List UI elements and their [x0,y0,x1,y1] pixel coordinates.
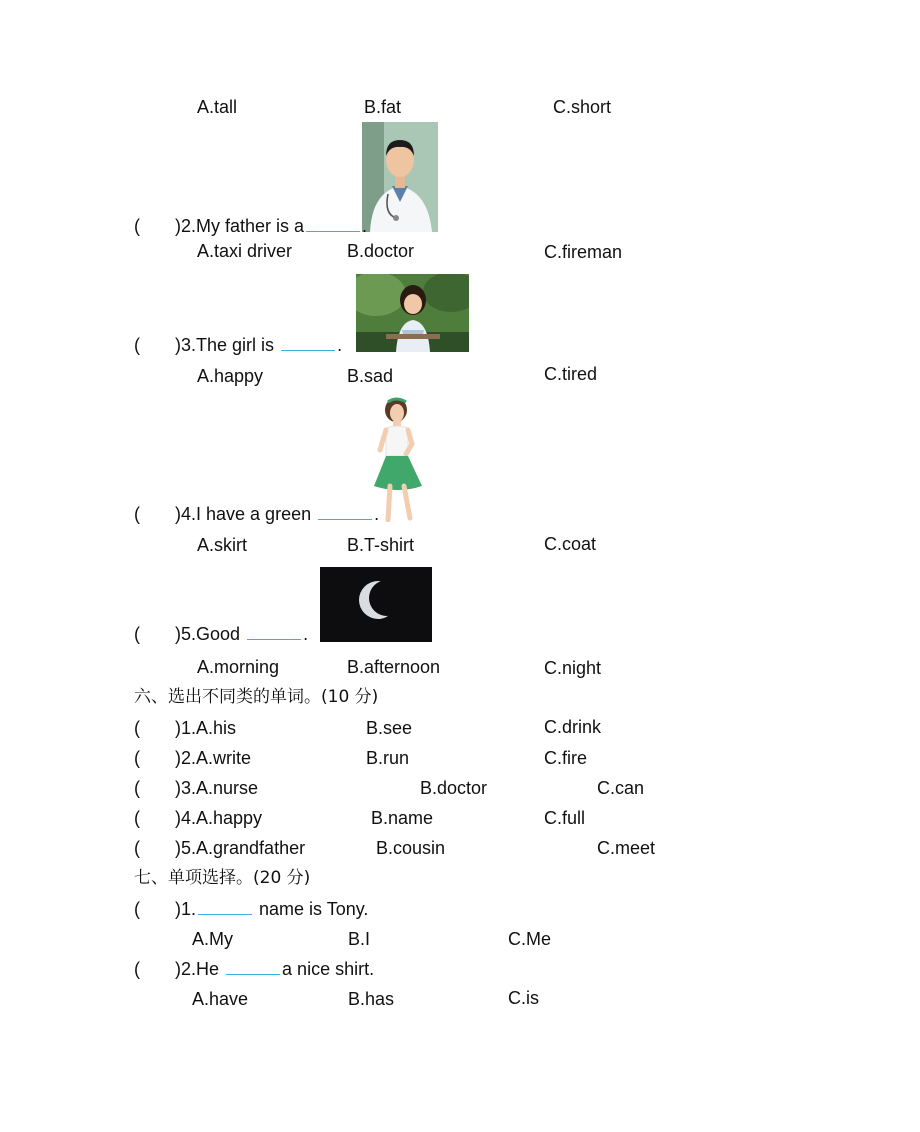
q5-answer-blank[interactable] [247,625,301,640]
q5-paren-open: ( [134,624,140,644]
q1-option-c: C.short [553,97,612,117]
moon-icon [320,567,432,642]
q3-stem [175,334,342,356]
s6-row1-c: C.drink [544,717,602,737]
s7-q2-paren: ( [134,959,140,979]
q4-stem-before: 4.I have a green [181,504,312,524]
s7-q2-option-c: C.is [508,988,539,1008]
s7-q2-option-a: A.have [192,989,249,1009]
q4-paren-open: ( [134,504,140,524]
s6-row3-b: B.doctor [420,778,488,798]
q3-option-c: C.tired [544,364,598,384]
s6-row5-b: B.cousin [376,838,446,858]
q2-option-c: C.fireman [544,242,623,262]
q3-answer-blank[interactable] [281,336,335,351]
s6-row5-c: C.meet [597,838,656,858]
q3-option-a: A.happy [197,366,264,386]
q4-option-a: A.skirt [197,535,248,555]
s6-row5-paren: ( [134,838,140,858]
s7-q2-option-b: B.has [348,989,395,1009]
s6-row4-a: )4.A.happy [175,808,263,828]
s6-row2-b: B.run [366,748,410,768]
q2-stem-after: . [362,216,368,236]
q4-paren-close: ) [175,504,181,524]
s6-row1-paren: ( [134,718,140,738]
q2-paren-close: ) [175,216,181,236]
s6-row5-a: )5.A.grandfather [175,838,306,858]
q5-stem-after: . [303,624,309,644]
s7-q1-option-c: C.Me [508,929,552,949]
girl-icon [356,274,469,352]
q2-option-a: A.taxi driver [197,241,293,261]
q3-paren-close: ) [175,335,181,355]
s6-row1-b: B.see [366,718,413,738]
q3-option-b: B.sad [347,366,394,386]
q5-option-a: A.morning [197,657,280,677]
s7-q1-answer-blank[interactable] [198,900,252,915]
q3-stem-after: . [337,335,343,355]
q3-stem-before: 3.The girl is [181,335,275,355]
q4-answer-blank[interactable] [318,505,372,520]
q5-option-b: B.afternoon [347,657,441,677]
s7-q2-stem: )2.He a nice shirt. [175,959,375,979]
q5-stem-before: 5.Good [181,624,241,644]
s6-row2-paren: ( [134,748,140,768]
q4-option-b: B.T-shirt [347,535,415,555]
q5-stem [175,623,308,645]
s7-q1-stem: )1. name is Tony. [175,899,369,919]
section-7-title: 七、单项选择。(20 分) [134,868,311,888]
s6-row4-b: B.name [371,808,434,828]
q4-stem [175,503,379,525]
crescent-moon-photo [320,567,432,642]
q1-option-b: B.fat [364,97,402,117]
q2-stem [175,215,367,237]
s6-row3-paren: ( [134,778,140,798]
q2-paren-open: ( [134,216,140,236]
q2-option-b: B.doctor [347,241,415,261]
s7-q1-option-b: B.I [348,929,371,949]
s6-row4-c: C.full [544,808,586,828]
q2-stem-before: 2.My father is a [181,216,305,236]
s6-row2-a: )2.A.write [175,748,252,768]
s6-row3-c: C.can [597,778,645,798]
s7-q1-paren: ( [134,899,140,919]
doctor-photo [362,122,438,232]
q5-paren-close: ) [175,624,181,644]
doctor-icon [362,122,438,232]
s7-q1-option-a: A.My [192,929,234,949]
s6-row2-c: C.fire [544,748,588,768]
q3-paren-open: ( [134,335,140,355]
s7-q2-answer-blank[interactable] [226,960,280,975]
s6-row3-a: )3.A.nurse [175,778,259,798]
q4-option-c: C.coat [544,534,597,554]
girl-photo [356,274,469,352]
q1-option-a: A.tall [197,97,238,117]
q2-answer-blank[interactable] [306,217,360,232]
section-6-title: 六、选出不同类的单词。(10 分) [134,687,379,707]
q4-stem-after: . [374,504,380,524]
s6-row4-paren: ( [134,808,140,828]
s6-row1-a: )1.A.his [175,718,237,738]
q5-option-c: C.night [544,658,602,678]
